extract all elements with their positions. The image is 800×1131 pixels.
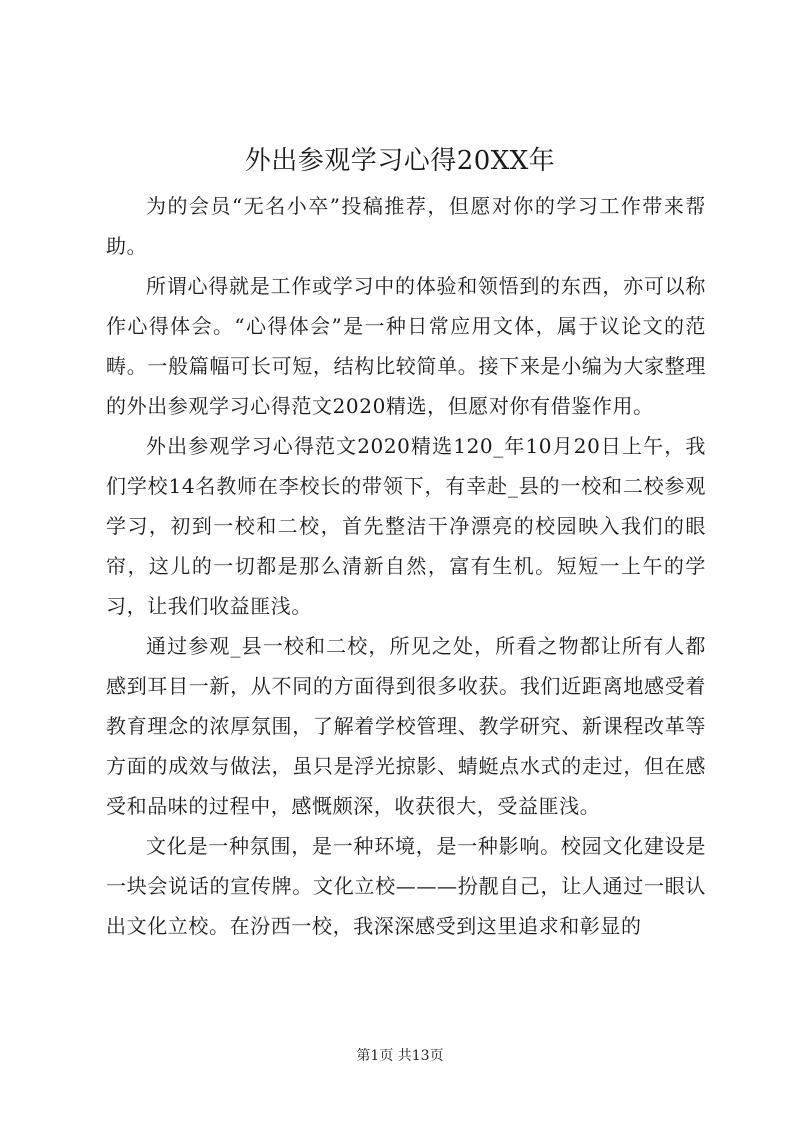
paragraph: 为的会员“无名小卒”投稿推荐，但愿对你的学习工作带来帮助。 <box>106 194 706 258</box>
paragraph: 所谓心得就是工作或学习中的体验和领悟到的东西，亦可以称作心得体会。“心得体会”是一种日常应用文体，属于议论文的范畴。一般篇幅可长可短，结构比较简单。接下来是小编为大家整理的外出参观学习心得范文2020精选，但愿对你有借鉴作用。 <box>106 274 706 418</box>
page-footer: 第1页 共13页 <box>356 1048 444 1064</box>
paragraph: 文化是一种氛围，是一种环境，是一种影响。校园文化建设是一块会说话的宣传牌。文化立校———扮靓自己，让人通过一眼认出文化立校。在汾西一校，我深深感受到这里追求和彰显的 <box>106 834 706 938</box>
document-body <box>106 186 706 946</box>
document-title: 外出参观学习心得20XX年 <box>244 146 556 176</box>
paragraph: 外出参观学习心得范文2020精选120_年10月20日上午，我们学校14名教师在李校长的带领下，有幸赴_县的一校和二校参观学习，初到一校和二校，首先整洁干净漂亮的校园映入我们的眼帘，这儿的一切都是那么清新自然，富有生机。短短一上午的学习，让我们收益匪浅。 <box>106 434 706 618</box>
paragraph: 通过参观_县一校和二校，所见之处，所看之物都让所有人都感到耳目一新，从不同的方面得到很多收获。我们近距离地感受着教育理念的浓厚氛围，了解着学校管理、教学研究、新课程改革等方面的成效与做法，虽只是浮光掠影、蜻蜓点水式的走过，但在感受和品味的过程中，感慨颇深，收获很大，受益匪浅。 <box>106 634 706 818</box>
